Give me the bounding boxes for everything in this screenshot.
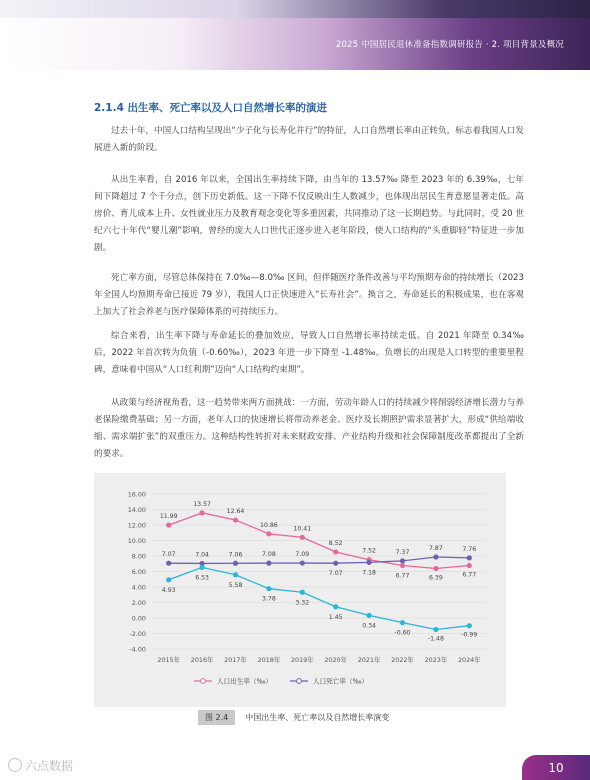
data-point: [300, 560, 305, 565]
y-tick-label: -2.00: [129, 630, 146, 638]
data-point: [233, 517, 238, 522]
figure-tag: 图 2.4: [198, 710, 235, 725]
series-line: [169, 557, 470, 563]
x-tick-label: 2022年: [391, 656, 414, 664]
data-label: 10.41: [293, 525, 312, 533]
data-point: [300, 590, 305, 595]
paragraph-birth-rate: 从出生率看，自 2016 年以来，全国出生率持续下降，由当年的 13.57‰ 降至 2023 年的 6.39‰，七年间下降超过 7 个千分点，创下历史新低。这一下降不仅反映出生人数减少，也体现出居民生育意愿显著走低。高房价、育儿成本上升、女性就业压力及教育观念变化等多重因素，共同推动了这一长期趋势。与此同时，受 20 世纪六七十年代“婴儿潮”影响，曾经的庞大人口世代正逐步进入老年阶段，使人口结构的“头重脚轻”特征进一步加剧。: [94, 175, 524, 253]
data-label: -0.99: [461, 631, 478, 639]
header-decor-strip: [0, 0, 590, 18]
data-label: 7.18: [362, 569, 376, 577]
data-point: [467, 555, 472, 560]
data-label: 3.32: [295, 599, 310, 607]
y-tick-label: 0.00: [131, 614, 146, 623]
data-label: 6.53: [195, 574, 209, 582]
x-tick-label: 2017年: [224, 656, 247, 664]
footer-logo: [8, 757, 73, 774]
paragraph-death-rate: 死亡率方面，尽管总体保持在 7.0‰—8.0‰ 区间，但伴随医疗条件改善与平均预期寿命的持续增长（2023 年全国人均预期寿命已接近 79 岁），我国人口正快速进入“长寿社会”。换言之，寿命延长的积极成果，也在客观上加大了社会养老与医疗保障体系的可持续压力。: [94, 273, 524, 317]
data-label: 12.64: [226, 508, 245, 516]
y-tick-label: 16.00: [127, 490, 146, 499]
x-tick-label: 2024年: [457, 656, 481, 664]
data-label: 6.39: [429, 574, 443, 582]
x-tick-label: 2015年: [157, 656, 181, 664]
y-tick-label: 8.00: [131, 552, 146, 561]
logo-mark-icon: [8, 758, 22, 772]
data-label: 6.77: [462, 571, 477, 579]
series-line: [169, 567, 470, 629]
chart-panel: [94, 473, 506, 707]
data-point: [200, 565, 205, 570]
data-label: 4.93: [161, 586, 176, 594]
data-point: [200, 510, 205, 515]
data-point: [333, 604, 338, 609]
data-point: [266, 561, 271, 566]
data-point: [367, 613, 372, 618]
data-label: 10.86: [260, 521, 278, 529]
figure-caption: [198, 710, 389, 725]
x-tick-label: 2021年: [357, 656, 381, 664]
x-tick-label: 2018年: [257, 656, 281, 664]
x-tick-label: 2019年: [290, 656, 314, 664]
data-point: [400, 620, 405, 625]
y-tick-label: 10.00: [127, 537, 146, 545]
data-point: [266, 586, 271, 591]
y-tick-label: -4.00: [129, 645, 146, 654]
y-tick-label: 14.00: [127, 506, 146, 514]
legend-swatch-marker: [201, 679, 206, 684]
data-point: [433, 554, 438, 559]
line-chart: [94, 473, 506, 707]
data-point: [233, 572, 238, 577]
legend-swatch-marker: [297, 679, 302, 684]
y-tick-label: 4.00: [131, 583, 146, 592]
x-tick-label: 2016年: [190, 656, 214, 664]
page-number: 10: [522, 755, 590, 780]
footer-logo-text: 六点数据: [25, 759, 74, 773]
data-point: [166, 522, 171, 527]
data-point: [400, 558, 405, 563]
y-tick-label: 2.00: [131, 599, 146, 607]
data-point: [333, 561, 338, 566]
data-label: 7.87: [429, 545, 443, 553]
data-label: 7.52: [362, 547, 376, 555]
data-label: 7.08: [262, 551, 276, 559]
x-tick-label: 2020年: [324, 656, 348, 664]
figure-caption-text: 中国出生率、死亡率以及自然增长率演变: [245, 713, 390, 722]
legend-label: 人口死亡率（‰）: [313, 677, 369, 686]
data-label: 3.78: [262, 595, 276, 603]
header-banner: [0, 0, 590, 70]
data-label: 7.37: [395, 548, 410, 556]
data-label: 13.57: [193, 500, 211, 508]
data-label: -0.60: [394, 629, 411, 637]
section-title: 2.1.4 出生率、死亡率以及人口自然增长率的演进: [94, 102, 328, 114]
data-point: [300, 535, 305, 540]
paragraph-intro: 过去十年，中国人口结构呈现出“少子化与长寿化并行”的特征，人口自然增长率由正转负，标志着我国人口发展进入新的阶段。: [94, 126, 524, 153]
data-point: [166, 577, 171, 582]
y-tick-label: 6.00: [131, 568, 146, 576]
data-point: [333, 549, 338, 554]
data-label: 11.99: [159, 513, 178, 521]
data-label: 0.34: [362, 622, 376, 630]
data-label: 7.07: [328, 570, 343, 578]
data-point: [433, 627, 438, 632]
data-point: [467, 563, 472, 568]
paragraph-policy: 从政策与经济视角看，这一趋势带来两方面挑战：一方面，劳动年龄人口的持续减少将削弱经济增长潜力与养老保险缴费基础；另一方面，老年人口的快速增长将带动养老金、医疗及长期照护需求显著扩大，形成“供给端收缩、需求端扩张”的双重压力。这种结构性转折对未来财政安排、产业结构升级和社会保障制度改革都提出了全新的要求。: [94, 398, 524, 459]
data-point: [166, 561, 171, 566]
data-point: [266, 531, 271, 536]
data-label: 7.76: [462, 545, 477, 553]
data-label: 7.09: [295, 551, 310, 559]
data-point: [233, 561, 238, 566]
data-label: -1.48: [427, 635, 444, 643]
data-label: 7.04: [195, 551, 209, 559]
data-point: [400, 563, 405, 568]
data-label: 6.77: [395, 572, 410, 580]
data-label: 7.06: [228, 551, 243, 559]
data-label: 5.58: [228, 581, 243, 589]
data-point: [367, 560, 372, 565]
data-label: 1.45: [328, 613, 343, 621]
y-tick-label: 12.00: [127, 521, 146, 530]
x-tick-label: 2023年: [424, 656, 448, 664]
paragraph-natural-growth: 综合来看，出生率下降与寿命延长的叠加效应，导致人口自然增长率持续走低。自 2021 年降至 0.34‰ 后，2022 年首次转为负值（-0.60‰），2023 年进一步下降至 -1.48‰。负增长的出现是人口转型的重要里程碑，意味着中国从“人口红利期”迈向“人口结构约束期”。: [94, 331, 524, 375]
data-point: [467, 623, 472, 628]
legend-label: 人口出生率（‰）: [217, 677, 273, 686]
report-title: 2025 中国居民退休准备指数调研报告 · 2. 项目背景及概况: [335, 40, 564, 50]
data-label: 7.07: [161, 551, 176, 559]
data-point: [433, 566, 438, 571]
data-label: 8.52: [328, 539, 343, 547]
